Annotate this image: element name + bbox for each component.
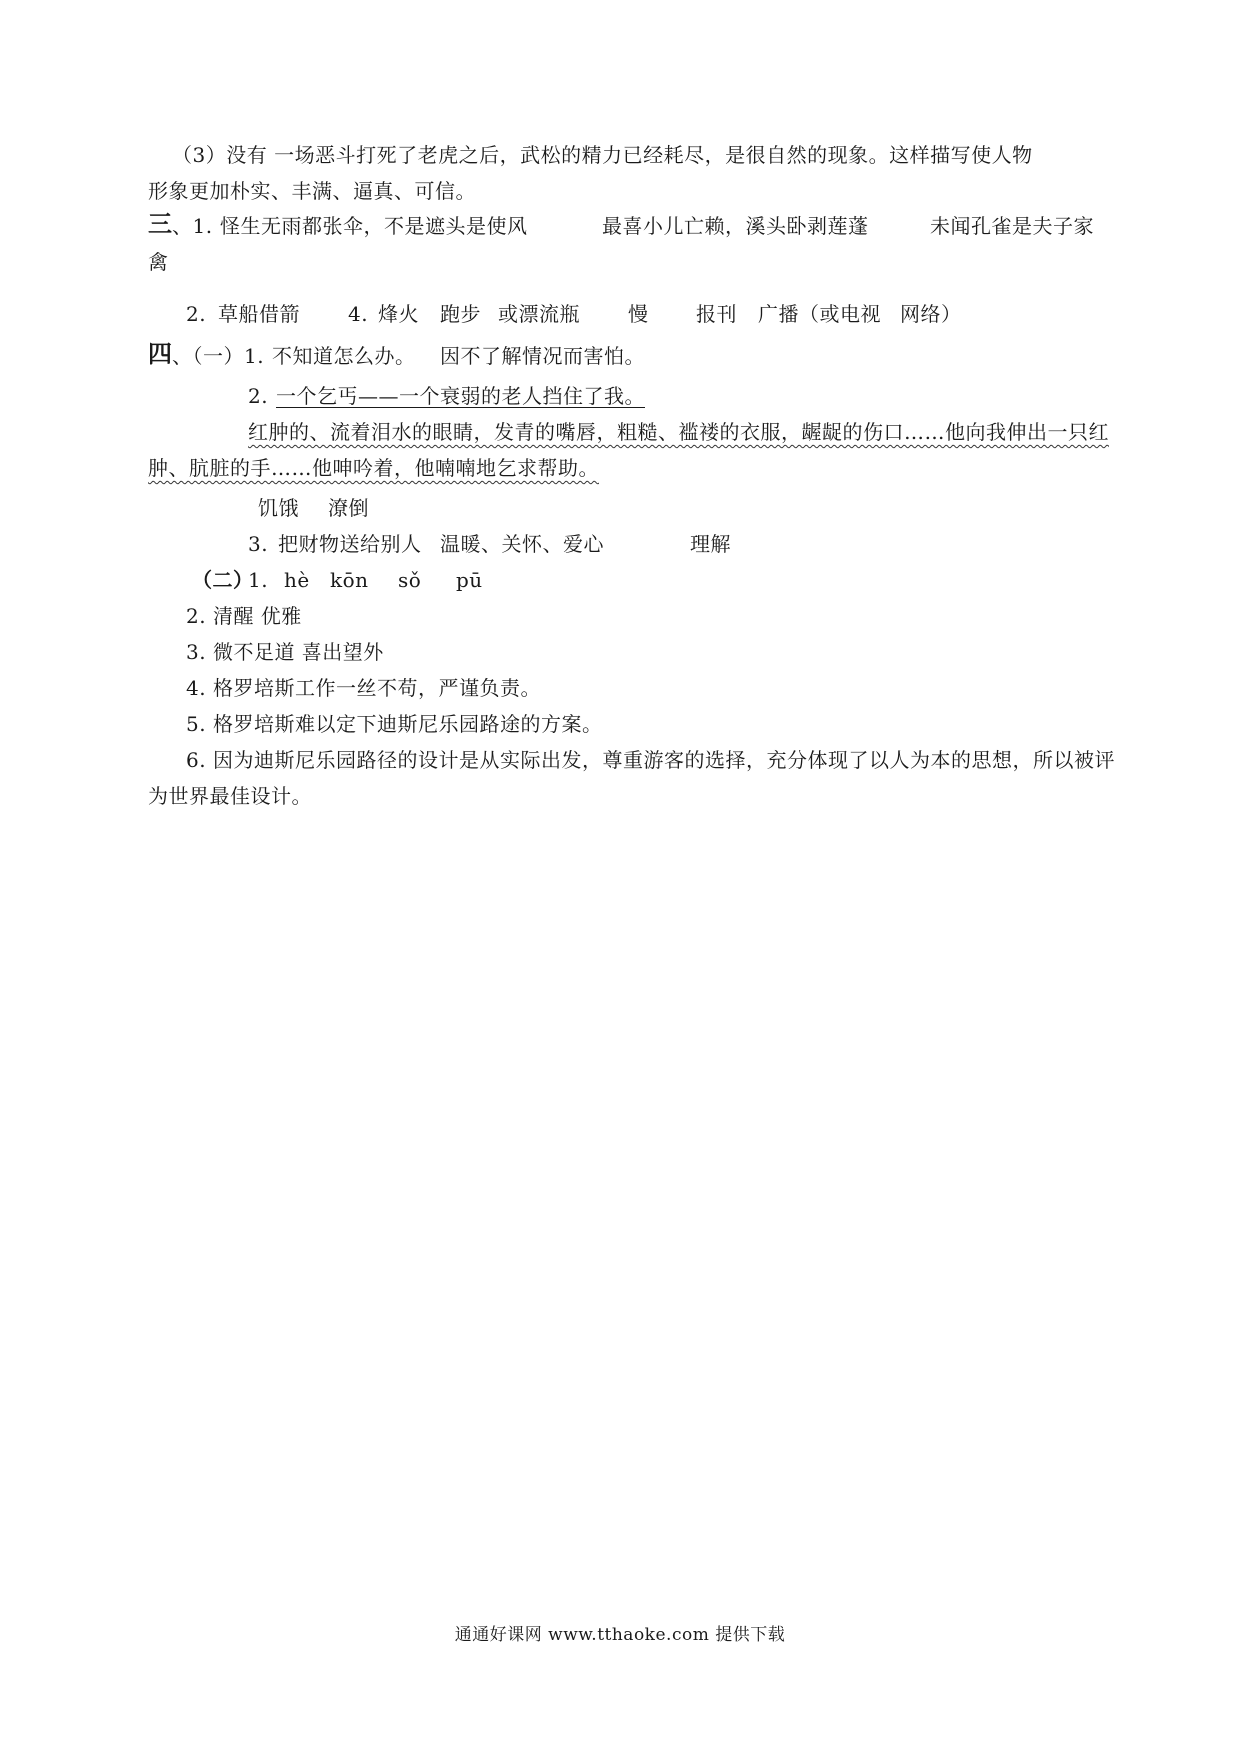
section-4-part-2-q2: 2. 清醒 优雅 xyxy=(186,604,302,628)
section-4-part-2-q6-line1: 6. 因为迪斯尼乐园路径的设计是从实际出发，尊重游客的选择，充分体现了以人为本的思想，所以被评 xyxy=(186,748,1115,772)
answer-text: 报刊 xyxy=(696,302,737,326)
item-number: 2. xyxy=(248,384,269,408)
answer-text: 潦倒 xyxy=(328,496,369,520)
answer-text: 或漂流瓶 xyxy=(498,302,580,326)
answer-text: 因不了解情况而害怕。 xyxy=(440,344,645,368)
pinyin: kōn xyxy=(330,568,369,592)
item-number: 2. xyxy=(186,302,207,326)
section-3-item-1-continued: 禽 xyxy=(148,250,169,274)
pinyin: hè xyxy=(284,568,310,592)
answer-text: 最喜小儿亡赖，溪头卧剥莲蓬 xyxy=(602,214,869,238)
section-4-part-2-q4: 4. 格罗培斯工作一丝不苟，严谨负责。 xyxy=(186,676,541,700)
answer-text: 不知道怎么办。 xyxy=(272,344,416,368)
section-4-label: 四 xyxy=(148,339,173,368)
answer-text: 草船借箭 xyxy=(218,302,300,326)
section-4-part-2-q5: 5. 格罗培斯难以定下迪斯尼乐园路途的方案。 xyxy=(186,712,603,736)
answer-text: 理解 xyxy=(690,532,731,556)
answer-text: 怪生无雨都张伞，不是遮头是使风 xyxy=(220,214,528,238)
q3-3-line1: （3）没有 一场恶斗打死了老虎之后，武松的精力已经耗尽，是很自然的现象。这样描写使人物 xyxy=(172,143,1033,167)
part-1-label: 、（一）1. xyxy=(172,344,265,368)
answer-text: 烽火 xyxy=(378,302,419,326)
part-2-label: （二） xyxy=(192,568,254,592)
wavy-underlined-answer-line2: 肿、肮脏的手……他呻吟着，他喃喃地乞求帮助。 xyxy=(148,456,599,480)
page-footer: 通通好课网 www.tthaoke.com 提供下载 xyxy=(454,1625,786,1645)
answer-text: 温暖、关怀、爱心 xyxy=(440,532,604,556)
answer-text: 广播（或电视 xyxy=(758,302,881,326)
section-3-item-1-number: 、1. xyxy=(172,214,213,238)
underlined-answer: 一个乞丐——一个衰弱的老人挡住了我。 xyxy=(276,384,645,408)
item-number: 4. xyxy=(348,302,369,326)
q3-3-line2: 形象更加朴实、丰满、逼真、可信。 xyxy=(148,179,476,203)
pinyin: pū xyxy=(456,568,483,592)
answer-text: 饥饿 xyxy=(258,496,299,520)
section-4-part-2-q3: 3. 微不足道 喜出望外 xyxy=(186,640,384,664)
answer-text: 跑步 xyxy=(440,302,481,326)
wavy-underlined-answer-line1: 红肿的、流着泪水的眼睛，发青的嘴唇，粗糙、褴褛的衣服，龌龊的伤口……他向我伸出一只红 xyxy=(248,420,1109,444)
section-3-label: 三 xyxy=(148,209,173,238)
answer-text: 网络） xyxy=(900,302,962,326)
answer-text: 慢 xyxy=(628,302,649,326)
item-number: 3. xyxy=(248,532,269,556)
pinyin: sǒ xyxy=(398,568,422,592)
item-number: 1. xyxy=(248,568,269,592)
answer-text: 未闻孔雀是夫子家 xyxy=(930,214,1094,238)
answer-text: 把财物送给别人 xyxy=(278,532,422,556)
section-4-part-2-q6-line2: 为世界最佳设计。 xyxy=(148,784,312,808)
